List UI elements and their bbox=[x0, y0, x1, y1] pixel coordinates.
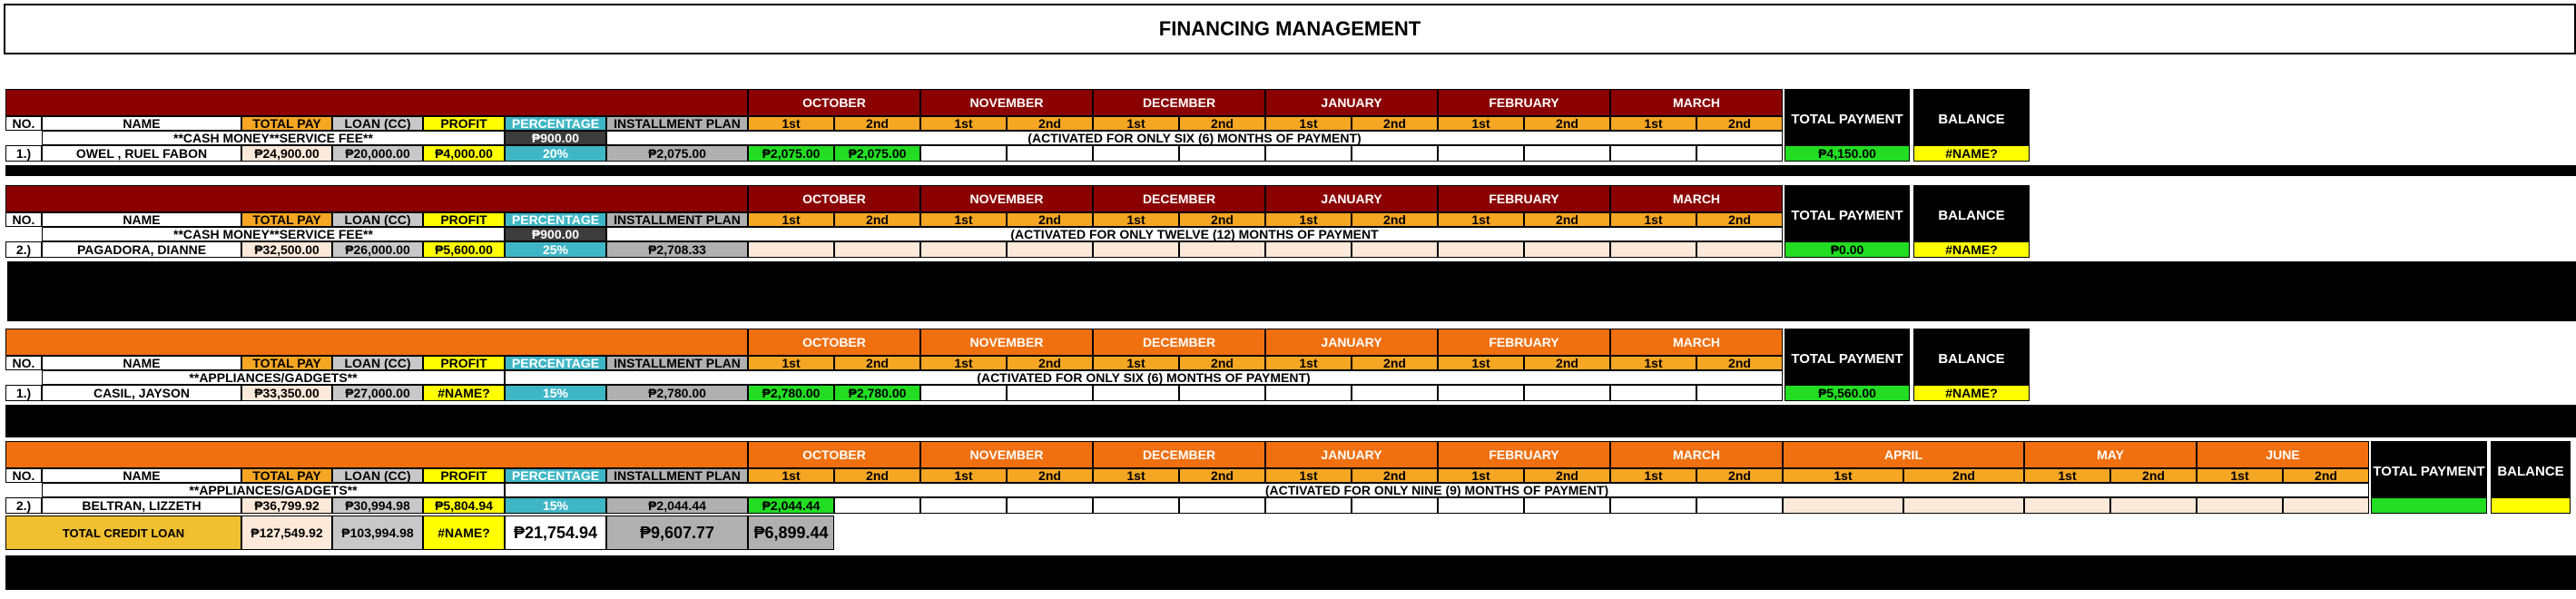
payment-cell[interactable] bbox=[2197, 497, 2283, 514]
payment-cell[interactable] bbox=[1438, 385, 1524, 401]
payment-cell[interactable] bbox=[1903, 497, 2024, 514]
payment-cell[interactable] bbox=[1524, 241, 1610, 258]
half-second: 2nd bbox=[1179, 212, 1265, 227]
col-header-profit: PROFIT bbox=[423, 468, 505, 483]
row-total-payment: ₱0.00 bbox=[1785, 241, 1910, 258]
half-first: 1st bbox=[1265, 116, 1352, 131]
payment-cell[interactable] bbox=[1007, 145, 1093, 162]
section-header-bar bbox=[5, 441, 748, 468]
payment-cell[interactable] bbox=[920, 145, 1007, 162]
payment-cell[interactable]: ₱2,780.00 bbox=[748, 385, 834, 401]
category-label: **CASH MONEY**SERVICE FEE** bbox=[42, 227, 505, 241]
payment-cell[interactable] bbox=[834, 497, 920, 514]
loan-sum: ₱103,994.98 bbox=[332, 516, 423, 550]
half-first: 1st bbox=[1093, 212, 1179, 227]
divider-bar bbox=[5, 165, 2576, 176]
row-name: OWEL , RUEL FABON bbox=[42, 145, 241, 162]
half-second: 2nd bbox=[1524, 116, 1610, 131]
half-first: 1st bbox=[1093, 356, 1179, 370]
half-second: 2nd bbox=[1007, 356, 1093, 370]
month-header-march: MARCH bbox=[1610, 441, 1783, 468]
col-header-profit: PROFIT bbox=[423, 356, 505, 370]
half-first: 1st bbox=[748, 212, 834, 227]
row-loan: ₱20,000.00 bbox=[332, 145, 423, 162]
payment-cell[interactable] bbox=[834, 241, 920, 258]
row-total-pay: ₱33,350.00 bbox=[241, 385, 332, 401]
service-fee: ₱900.00 bbox=[505, 131, 606, 145]
payment-cell[interactable] bbox=[1265, 497, 1352, 514]
payment-cell[interactable] bbox=[1783, 497, 1903, 514]
payment-cell[interactable] bbox=[1524, 145, 1610, 162]
half-second: 2nd bbox=[2283, 468, 2369, 483]
half-second: 2nd bbox=[834, 116, 920, 131]
row-no: 2.) bbox=[5, 497, 42, 514]
month-header-march: MARCH bbox=[1610, 185, 1783, 212]
payment-cell[interactable] bbox=[1610, 385, 1696, 401]
col-header-profit: PROFIT bbox=[423, 116, 505, 131]
half-first: 1st bbox=[1093, 116, 1179, 131]
payment-cell[interactable]: ₱2,044.44 bbox=[748, 497, 834, 514]
row-name: CASIL, JAYSON bbox=[42, 385, 241, 401]
balance-header: BALANCE bbox=[1913, 185, 2030, 245]
col-header-installment: INSTALLMENT PLAN bbox=[606, 212, 748, 227]
section-header-bar bbox=[5, 185, 748, 212]
payment-cell[interactable] bbox=[1265, 241, 1352, 258]
payment-cell[interactable] bbox=[1007, 497, 1093, 514]
col-header-percentage: PERCENTAGE bbox=[505, 468, 606, 483]
col-header-total-pay: TOTAL PAY bbox=[241, 212, 332, 227]
payment-cell[interactable]: ₱2,075.00 bbox=[748, 145, 834, 162]
row-installment: ₱2,708.33 bbox=[606, 241, 748, 258]
total-payment-header: TOTAL PAYMENT bbox=[1785, 329, 1910, 388]
payment-cell[interactable] bbox=[1696, 385, 1783, 401]
row-no: 1.) bbox=[5, 145, 42, 162]
half-first: 1st bbox=[2197, 468, 2283, 483]
row-percentage: 20% bbox=[505, 145, 606, 162]
month-header-march: MARCH bbox=[1610, 329, 1783, 356]
month-header-february: FEBRUARY bbox=[1438, 89, 1610, 116]
payment-cell[interactable] bbox=[1524, 497, 1610, 514]
divider-bar bbox=[5, 405, 2576, 437]
payment-cell[interactable] bbox=[748, 241, 834, 258]
month-header-may: MAY bbox=[2024, 441, 2197, 468]
payment-cell[interactable] bbox=[1007, 385, 1093, 401]
month-header-november: NOVEMBER bbox=[920, 89, 1093, 116]
month-header-december: DECEMBER bbox=[1093, 441, 1265, 468]
payment-cell[interactable] bbox=[1352, 241, 1438, 258]
total-pay-sum: ₱127,549.92 bbox=[241, 516, 332, 550]
half-first: 1st bbox=[920, 212, 1007, 227]
half-second: 2nd bbox=[1007, 468, 1093, 483]
half-second: 2nd bbox=[1696, 212, 1783, 227]
col-header-loan: LOAN (CC) bbox=[332, 116, 423, 131]
half-first: 1st bbox=[1438, 356, 1524, 370]
month-header-december: DECEMBER bbox=[1093, 89, 1265, 116]
col-header-profit: PROFIT bbox=[423, 212, 505, 227]
half-second: 2nd bbox=[1352, 356, 1438, 370]
section-header-bar bbox=[5, 89, 748, 116]
half-second: 2nd bbox=[1524, 212, 1610, 227]
half-first: 1st bbox=[1265, 212, 1352, 227]
activation-note: (ACTIVATED FOR ONLY SIX (6) MONTHS OF PAYMENT) bbox=[606, 131, 1783, 145]
balance-header: BALANCE bbox=[1913, 89, 2030, 149]
half-second: 2nd bbox=[1524, 468, 1610, 483]
activation-note: (ACTIVATED FOR ONLY NINE (9) MONTHS OF PAYMENT) bbox=[505, 483, 2369, 497]
half-second: 2nd bbox=[1007, 212, 1093, 227]
half-second: 2nd bbox=[834, 468, 920, 483]
month-header-november: NOVEMBER bbox=[920, 441, 1093, 468]
col-header-percentage: PERCENTAGE bbox=[505, 116, 606, 131]
payment-cell[interactable] bbox=[1696, 145, 1783, 162]
half-second: 2nd bbox=[834, 212, 920, 227]
half-first: 1st bbox=[920, 468, 1007, 483]
half-first: 1st bbox=[1265, 356, 1352, 370]
month-header-october: OCTOBER bbox=[748, 89, 920, 116]
row-balance: #NAME? bbox=[1913, 385, 2030, 401]
payment-cell[interactable] bbox=[1093, 385, 1179, 401]
half-first: 1st bbox=[1610, 116, 1696, 131]
half-first: 1st bbox=[1265, 468, 1352, 483]
row-profit: ₱5,600.00 bbox=[423, 241, 505, 258]
activation-note: (ACTIVATED FOR ONLY TWELVE (12) MONTHS OF PAYMENT bbox=[606, 227, 1783, 241]
half-second: 2nd bbox=[834, 356, 920, 370]
payment-cell[interactable] bbox=[1610, 497, 1696, 514]
half-first: 1st bbox=[1438, 116, 1524, 131]
month-header-november: NOVEMBER bbox=[920, 185, 1093, 212]
col-header-total-pay: TOTAL PAY bbox=[241, 468, 332, 483]
half-second: 2nd bbox=[1179, 116, 1265, 131]
half-first: 1st bbox=[1610, 468, 1696, 483]
payment-cell[interactable] bbox=[1179, 385, 1265, 401]
month-header-february: FEBRUARY bbox=[1438, 441, 1610, 468]
row-total-payment bbox=[2371, 497, 2487, 514]
month-header-january: JANUARY bbox=[1265, 441, 1438, 468]
half-second: 2nd bbox=[2110, 468, 2197, 483]
col-header-installment: INSTALLMENT PLAN bbox=[606, 468, 748, 483]
half-first: 1st bbox=[920, 116, 1007, 131]
category-label: **APPLIANCES/GADGETS** bbox=[42, 370, 505, 385]
month-header-june: JUNE bbox=[2197, 441, 2369, 468]
payment-cell[interactable] bbox=[1696, 497, 1783, 514]
total-credit-loan-label: TOTAL CREDIT LOAN bbox=[5, 516, 241, 550]
category-label: **APPLIANCES/GADGETS** bbox=[42, 483, 505, 497]
payment-cell[interactable] bbox=[1093, 145, 1179, 162]
half-second: 2nd bbox=[1179, 468, 1265, 483]
half-second: 2nd bbox=[1352, 116, 1438, 131]
row-loan: ₱26,000.00 bbox=[332, 241, 423, 258]
profit-sum: #NAME? bbox=[423, 516, 505, 550]
payment-cell[interactable] bbox=[1438, 241, 1524, 258]
half-first: 1st bbox=[1438, 212, 1524, 227]
month-header-november: NOVEMBER bbox=[920, 329, 1093, 356]
row-percentage: 25% bbox=[505, 241, 606, 258]
balance-header: BALANCE bbox=[1913, 329, 2030, 388]
payment-cell[interactable] bbox=[1007, 241, 1093, 258]
page-title: FINANCING MANAGEMENT bbox=[4, 4, 2576, 54]
payment-cell[interactable] bbox=[2283, 497, 2369, 514]
row-percentage: 15% bbox=[505, 497, 606, 514]
month-header-january: JANUARY bbox=[1265, 329, 1438, 356]
half-second: 2nd bbox=[1179, 356, 1265, 370]
payment-cell[interactable] bbox=[1265, 385, 1352, 401]
payment-cell[interactable] bbox=[920, 497, 1007, 514]
row-balance bbox=[2491, 497, 2571, 514]
payment-cell[interactable] bbox=[1093, 241, 1179, 258]
col-header-no: NO. bbox=[5, 116, 42, 131]
col-header-no: NO. bbox=[5, 212, 42, 227]
payment-cell[interactable] bbox=[1696, 241, 1783, 258]
half-first: 1st bbox=[1093, 468, 1179, 483]
half-second: 2nd bbox=[1007, 116, 1093, 131]
payment-cell[interactable] bbox=[1179, 497, 1265, 514]
month-header-october: OCTOBER bbox=[748, 441, 920, 468]
row-name: PAGADORA, DIANNE bbox=[42, 241, 241, 258]
payment-cell[interactable]: ₱2,075.00 bbox=[834, 145, 920, 162]
col-header-name: NAME bbox=[42, 468, 241, 483]
row-installment: ₱2,780.00 bbox=[606, 385, 748, 401]
total-payment-header: TOTAL PAYMENT bbox=[1785, 89, 1910, 149]
row-name: BELTRAN, LIZZETH bbox=[42, 497, 241, 514]
percentage-sum: ₱21,754.94 bbox=[505, 516, 606, 550]
half-first: 1st bbox=[1438, 468, 1524, 483]
section-header-bar bbox=[5, 329, 748, 356]
row-no: 2.) bbox=[5, 241, 42, 258]
month-header-january: JANUARY bbox=[1265, 89, 1438, 116]
col-header-installment: INSTALLMENT PLAN bbox=[606, 116, 748, 131]
row-installment: ₱2,075.00 bbox=[606, 145, 748, 162]
half-second: 2nd bbox=[1696, 356, 1783, 370]
month-header-december: DECEMBER bbox=[1093, 185, 1265, 212]
row-profit: ₱4,000.00 bbox=[423, 145, 505, 162]
half-first: 1st bbox=[1783, 468, 1903, 483]
payment-cell[interactable] bbox=[2024, 497, 2110, 514]
half-first: 1st bbox=[2024, 468, 2110, 483]
month-header-april: APRIL bbox=[1783, 441, 2024, 468]
half-first: 1st bbox=[920, 356, 1007, 370]
payment-cell[interactable] bbox=[1179, 241, 1265, 258]
payment-cell[interactable] bbox=[920, 385, 1007, 401]
divider-bar bbox=[5, 555, 2576, 590]
half-second: 2nd bbox=[1903, 468, 2024, 483]
col-header-installment: INSTALLMENT PLAN bbox=[606, 356, 748, 370]
half-second: 2nd bbox=[1524, 356, 1610, 370]
payment-cell[interactable] bbox=[1352, 145, 1438, 162]
row-balance: #NAME? bbox=[1913, 241, 2030, 258]
payment-cell[interactable] bbox=[1524, 385, 1610, 401]
col-header-loan: LOAN (CC) bbox=[332, 212, 423, 227]
payment-cell[interactable] bbox=[1610, 241, 1696, 258]
total-payment-header: TOTAL PAYMENT bbox=[2371, 441, 2487, 501]
col-header-loan: LOAN (CC) bbox=[332, 468, 423, 483]
half-first: 1st bbox=[748, 356, 834, 370]
row-total-pay: ₱32,500.00 bbox=[241, 241, 332, 258]
col-header-total-pay: TOTAL PAY bbox=[241, 356, 332, 370]
col-header-name: NAME bbox=[42, 356, 241, 370]
col-header-total-pay: TOTAL PAY bbox=[241, 116, 332, 131]
half-second: 2nd bbox=[1696, 116, 1783, 131]
payment-cell[interactable] bbox=[1352, 497, 1438, 514]
payment-cell[interactable] bbox=[1265, 145, 1352, 162]
balance-header: BALANCE bbox=[2491, 441, 2571, 501]
row-total-payment: ₱5,560.00 bbox=[1785, 385, 1910, 401]
row-balance: #NAME? bbox=[1913, 145, 2030, 162]
row-installment: ₱2,044.44 bbox=[606, 497, 748, 514]
row-percentage: 15% bbox=[505, 385, 606, 401]
col-header-name: NAME bbox=[42, 212, 241, 227]
half-second: 2nd bbox=[1352, 468, 1438, 483]
service-fee: ₱900.00 bbox=[505, 227, 606, 241]
category-label: **CASH MONEY**SERVICE FEE** bbox=[42, 131, 505, 145]
col-header-percentage: PERCENTAGE bbox=[505, 356, 606, 370]
col-header-name: NAME bbox=[42, 116, 241, 131]
col-header-percentage: PERCENTAGE bbox=[505, 212, 606, 227]
month-header-february: FEBRUARY bbox=[1438, 329, 1610, 356]
payment-cell[interactable] bbox=[2110, 497, 2197, 514]
row-profit: #NAME? bbox=[423, 385, 505, 401]
month-header-october: OCTOBER bbox=[748, 185, 920, 212]
row-loan: ₱30,994.98 bbox=[332, 497, 423, 514]
payment-cell[interactable]: ₱2,780.00 bbox=[834, 385, 920, 401]
payment-cell[interactable] bbox=[1179, 145, 1265, 162]
month-header-january: JANUARY bbox=[1265, 185, 1438, 212]
half-second: 2nd bbox=[1696, 468, 1783, 483]
payment-cell[interactable] bbox=[1438, 497, 1524, 514]
half-first: 1st bbox=[748, 468, 834, 483]
month-header-march: MARCH bbox=[1610, 89, 1783, 116]
row-total-pay: ₱24,900.00 bbox=[241, 145, 332, 162]
half-second: 2nd bbox=[1352, 212, 1438, 227]
half-first: 1st bbox=[1610, 356, 1696, 370]
col-header-no: NO. bbox=[5, 356, 42, 370]
installment-sum: ₱9,607.77 bbox=[606, 516, 748, 550]
row-no: 1.) bbox=[5, 385, 42, 401]
month-header-october: OCTOBER bbox=[748, 329, 920, 356]
row-profit: ₱5,804.94 bbox=[423, 497, 505, 514]
row-total-payment: ₱4,150.00 bbox=[1785, 145, 1910, 162]
col-header-loan: LOAN (CC) bbox=[332, 356, 423, 370]
row-loan: ₱27,000.00 bbox=[332, 385, 423, 401]
month-header-february: FEBRUARY bbox=[1438, 185, 1610, 212]
half-first: 1st bbox=[1610, 212, 1696, 227]
half-first: 1st bbox=[748, 116, 834, 131]
col-header-no: NO. bbox=[5, 468, 42, 483]
total-payment-header: TOTAL PAYMENT bbox=[1785, 185, 1910, 245]
payment-cell[interactable] bbox=[920, 241, 1007, 258]
payment-cell[interactable] bbox=[1093, 497, 1179, 514]
payment-cell[interactable] bbox=[1610, 145, 1696, 162]
divider-bar bbox=[7, 261, 2576, 321]
row-total-pay: ₱36,799.92 bbox=[241, 497, 332, 514]
month-header-december: DECEMBER bbox=[1093, 329, 1265, 356]
paid-sum: ₱6,899.44 bbox=[748, 516, 834, 550]
payment-cell[interactable] bbox=[1438, 145, 1524, 162]
payment-cell[interactable] bbox=[1352, 385, 1438, 401]
activation-note: (ACTIVATED FOR ONLY SIX (6) MONTHS OF PAYMENT) bbox=[505, 370, 1783, 385]
